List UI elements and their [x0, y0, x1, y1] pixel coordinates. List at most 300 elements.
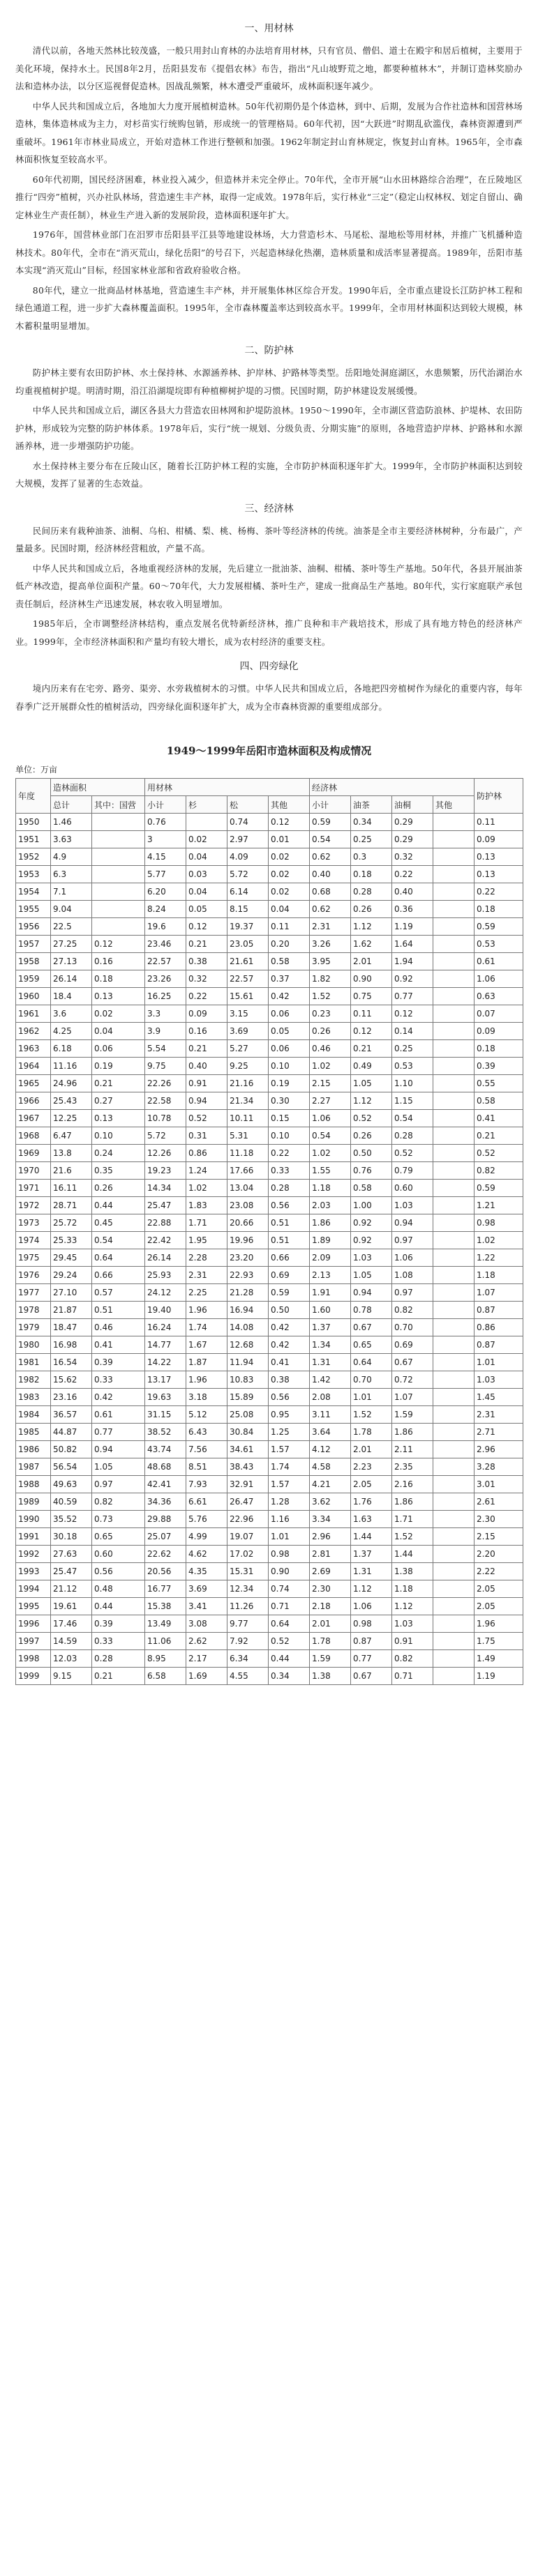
value-cell: 19.37: [227, 918, 269, 936]
value-cell: [433, 1354, 475, 1371]
value-cell: [433, 1058, 475, 1075]
table-row: [16, 1232, 523, 1249]
value-cell: 3.41: [186, 1598, 227, 1615]
value-cell: 1.52: [392, 1528, 433, 1546]
value-cell: 2.96: [310, 1528, 351, 1546]
value-cell: 0.56: [269, 1197, 310, 1214]
table-row: [16, 1197, 523, 1214]
value-cell: 3.01: [475, 1476, 523, 1493]
value-cell: 14.77: [145, 1336, 186, 1354]
value-cell: 15.61: [227, 988, 269, 1005]
value-cell: 3: [145, 831, 186, 848]
year-cell: 1971: [16, 1180, 51, 1197]
value-cell: 0.62: [310, 848, 351, 866]
value-cell: 0.97: [392, 1284, 433, 1302]
value-cell: 3.18: [186, 1389, 227, 1406]
value-cell: 1.31: [351, 1563, 392, 1580]
value-cell: [433, 1633, 475, 1650]
year-cell: 1997: [16, 1633, 51, 1650]
section-heading: 四、四旁绿化: [239, 661, 299, 672]
year-cell: 1972: [16, 1197, 51, 1214]
value-cell: 0.21: [92, 1668, 145, 1685]
value-cell: 2.35: [392, 1458, 433, 1476]
value-cell: [433, 1441, 475, 1458]
value-cell: 3.64: [310, 1424, 351, 1441]
value-cell: 9.25: [227, 1058, 269, 1075]
value-cell: 0.46: [310, 1040, 351, 1058]
header-total: 总计: [51, 796, 92, 814]
value-cell: 1.78: [351, 1424, 392, 1441]
value-cell: 1.74: [269, 1458, 310, 1476]
value-cell: 0.18: [92, 970, 145, 988]
table-row: [16, 901, 523, 918]
table-row: [16, 1493, 523, 1511]
value-cell: [433, 1650, 475, 1668]
value-cell: 0.58: [475, 1092, 523, 1110]
value-cell: 0.59: [310, 814, 351, 831]
year-cell: 1989: [16, 1493, 51, 1511]
value-cell: 0.58: [269, 953, 310, 970]
value-cell: 0.33: [269, 1162, 310, 1180]
value-cell: 0.42: [269, 988, 310, 1005]
value-cell: 0.82: [92, 1493, 145, 1511]
value-cell: 0.02: [92, 1005, 145, 1023]
header-year: 年度: [16, 779, 51, 814]
value-cell: 0.73: [92, 1511, 145, 1528]
value-cell: 2.81: [310, 1546, 351, 1563]
value-cell: 27.13: [51, 953, 92, 970]
value-cell: 2.27: [310, 1092, 351, 1110]
value-cell: 0.04: [186, 883, 227, 901]
value-cell: 6.61: [186, 1493, 227, 1511]
value-cell: 25.07: [145, 1528, 186, 1546]
header-state: 其中：国营: [92, 796, 145, 814]
value-cell: 22.57: [145, 953, 186, 970]
value-cell: 1.12: [392, 1598, 433, 1615]
year-cell: 1957: [16, 936, 51, 953]
value-cell: [433, 1580, 475, 1598]
table-row: [16, 1075, 523, 1092]
value-cell: [433, 883, 475, 901]
table-row: [16, 1406, 523, 1424]
table-row: [16, 883, 523, 901]
value-cell: 3.95: [310, 953, 351, 970]
table-row: [16, 1633, 523, 1650]
paragraph: 水土保持林主要分布在丘陵山区，随着长江防护林工程的实施，全市防护林面积逐年扩大。1999年，全市防护林面积达到较大规模，发挥了显著的生态效益。: [15, 460, 523, 489]
value-cell: 23.05: [227, 936, 269, 953]
value-cell: 1.37: [310, 1319, 351, 1336]
value-cell: 0.53: [392, 1058, 433, 1075]
value-cell: 2.30: [310, 1580, 351, 1598]
value-cell: 3.26: [310, 936, 351, 953]
value-cell: 1.75: [475, 1633, 523, 1650]
table-row: [16, 1458, 523, 1476]
table-row: [16, 814, 523, 831]
value-cell: 13.04: [227, 1180, 269, 1197]
value-cell: [433, 1424, 475, 1441]
header-oil-tea: 油茶: [351, 796, 392, 814]
value-cell: 0.64: [92, 1249, 145, 1267]
value-cell: 2.31: [310, 918, 351, 936]
value-cell: 0.58: [351, 1180, 392, 1197]
value-cell: [433, 1232, 475, 1249]
value-cell: 0.52: [392, 1145, 433, 1162]
value-cell: 3.3: [145, 1005, 186, 1023]
value-cell: 16.54: [51, 1354, 92, 1371]
value-cell: 2.15: [475, 1528, 523, 1546]
value-cell: 22.93: [227, 1267, 269, 1284]
table-row: [16, 1580, 523, 1598]
value-cell: [433, 814, 475, 831]
value-cell: 0.46: [92, 1319, 145, 1336]
value-cell: [433, 1162, 475, 1180]
value-cell: 0.31: [186, 1127, 227, 1145]
value-cell: 1.03: [351, 1249, 392, 1267]
year-cell: 1977: [16, 1284, 51, 1302]
value-cell: 16.24: [145, 1319, 186, 1336]
value-cell: 1.03: [392, 1197, 433, 1214]
value-cell: 29.88: [145, 1511, 186, 1528]
value-cell: 1.63: [351, 1511, 392, 1528]
value-cell: 29.24: [51, 1267, 92, 1284]
value-cell: 1.18: [392, 1580, 433, 1598]
value-cell: 1.69: [186, 1668, 227, 1685]
value-cell: 19.63: [145, 1389, 186, 1406]
value-cell: 18.47: [51, 1319, 92, 1336]
value-cell: 1.67: [186, 1336, 227, 1354]
value-cell: 0.98: [269, 1546, 310, 1563]
year-cell: 1964: [16, 1058, 51, 1075]
value-cell: 0.39: [475, 1058, 523, 1075]
value-cell: 0.56: [92, 1563, 145, 1580]
value-cell: 0.21: [475, 1127, 523, 1145]
value-cell: 1.38: [310, 1668, 351, 1685]
value-cell: 1.06: [475, 970, 523, 988]
year-cell: 1969: [16, 1145, 51, 1162]
value-cell: 1.05: [351, 1267, 392, 1284]
year-cell: 1952: [16, 848, 51, 866]
value-cell: 30.84: [227, 1424, 269, 1441]
table-row: [16, 1511, 523, 1528]
value-cell: 0.67: [351, 1668, 392, 1685]
value-cell: 1.18: [310, 1180, 351, 1197]
text-body: [15, 21, 523, 715]
value-cell: 44.87: [51, 1424, 92, 1441]
value-cell: 20.66: [227, 1214, 269, 1232]
value-cell: 4.62: [186, 1546, 227, 1563]
value-cell: [433, 848, 475, 866]
value-cell: 1.45: [475, 1389, 523, 1406]
value-cell: 0.86: [475, 1319, 523, 1336]
value-cell: 23.46: [145, 936, 186, 953]
value-cell: 0.28: [351, 883, 392, 901]
value-cell: 30.18: [51, 1528, 92, 1546]
value-cell: 5.27: [227, 1040, 269, 1058]
value-cell: 15.62: [51, 1371, 92, 1389]
value-cell: 0.51: [269, 1214, 310, 1232]
value-cell: [433, 1319, 475, 1336]
value-cell: 35.52: [51, 1511, 92, 1528]
table-row: [16, 866, 523, 883]
value-cell: 0.38: [269, 1371, 310, 1389]
value-cell: 0.56: [269, 1389, 310, 1406]
value-cell: 0.06: [269, 1005, 310, 1023]
value-cell: 0.50: [351, 1145, 392, 1162]
year-cell: 1982: [16, 1371, 51, 1389]
value-cell: 0.41: [269, 1354, 310, 1371]
value-cell: [433, 1214, 475, 1232]
value-cell: [433, 1075, 475, 1092]
table-row: [16, 1249, 523, 1267]
value-cell: 1.96: [186, 1371, 227, 1389]
year-cell: 1959: [16, 970, 51, 988]
section-heading: 一、用材林: [244, 23, 294, 34]
value-cell: 42.41: [145, 1476, 186, 1493]
value-cell: 1.25: [269, 1424, 310, 1441]
value-cell: 24.96: [51, 1075, 92, 1092]
value-cell: 0.09: [475, 831, 523, 848]
table-row: [16, 1180, 523, 1197]
value-cell: 0.59: [475, 1180, 523, 1197]
value-cell: 0.3: [351, 848, 392, 866]
year-cell: 1966: [16, 1092, 51, 1110]
table-row: [16, 1336, 523, 1354]
value-cell: 0.10: [92, 1127, 145, 1145]
value-cell: [433, 1563, 475, 1580]
value-cell: 0.61: [475, 953, 523, 970]
value-cell: 21.16: [227, 1075, 269, 1092]
value-cell: 9.04: [51, 901, 92, 918]
value-cell: 21.87: [51, 1302, 92, 1319]
table-row: [16, 1598, 523, 1615]
value-cell: 13.8: [51, 1145, 92, 1162]
value-cell: 8.51: [186, 1458, 227, 1476]
value-cell: 0.42: [92, 1389, 145, 1406]
paragraph: 1976年，国营林业部门在汨罗市岳阳县平江县等地建设林场，大力营造杉木、马尾松、湿地松等用材林，并推广飞机播种造林技术。80年代，全市在“消灭荒山，绿化岳阳”的号召下，兴起造林绿化热潮，造林质量和成活率显著提高。1989年，岳阳市基本实现“消灭荒山”目标，经国家林业部和省政府验收合格。: [15, 229, 523, 275]
value-cell: 0.13: [92, 988, 145, 1005]
value-cell: 2.08: [310, 1389, 351, 1406]
value-cell: 0.30: [269, 1092, 310, 1110]
value-cell: 2.23: [351, 1458, 392, 1476]
year-cell: 1962: [16, 1023, 51, 1040]
value-cell: 1.94: [392, 953, 433, 970]
value-cell: 0.82: [392, 1650, 433, 1668]
value-cell: 0.22: [475, 883, 523, 901]
value-cell: 1.82: [310, 970, 351, 988]
value-cell: 0.82: [475, 1162, 523, 1180]
table-unit: 单位：万亩: [15, 765, 58, 775]
header-timber-other: 其他: [269, 796, 310, 814]
header-row-sub: [16, 796, 523, 814]
value-cell: [433, 1493, 475, 1511]
value-cell: 25.72: [51, 1214, 92, 1232]
year-cell: 1970: [16, 1162, 51, 1180]
value-cell: 2.13: [310, 1267, 351, 1284]
table-title: 1949～1999年岳阳市造林面积及构成情况: [166, 745, 372, 757]
header-fir: 杉: [186, 796, 227, 814]
value-cell: 22.42: [145, 1232, 186, 1249]
header-protective: 防护林: [475, 779, 523, 814]
value-cell: 56.54: [51, 1458, 92, 1476]
value-cell: 26.14: [145, 1249, 186, 1267]
value-cell: 2.69: [310, 1563, 351, 1580]
value-cell: 1.21: [475, 1197, 523, 1214]
value-cell: 0.40: [310, 866, 351, 883]
value-cell: 3.6: [51, 1005, 92, 1023]
value-cell: 1.38: [392, 1563, 433, 1580]
value-cell: 4.99: [186, 1528, 227, 1546]
value-cell: 2.17: [186, 1650, 227, 1668]
value-cell: 0.97: [92, 1476, 145, 1493]
value-cell: 1.06: [392, 1249, 433, 1267]
value-cell: 0.13: [92, 1110, 145, 1127]
value-cell: 14.08: [227, 1319, 269, 1336]
value-cell: 0.90: [351, 970, 392, 988]
value-cell: 5.72: [227, 866, 269, 883]
value-cell: 1.00: [351, 1197, 392, 1214]
value-cell: [186, 814, 227, 831]
value-cell: [92, 918, 145, 936]
year-cell: 1993: [16, 1563, 51, 1580]
value-cell: 0.22: [269, 1145, 310, 1162]
value-cell: 0.92: [392, 970, 433, 988]
header-economic-other: 其他: [433, 796, 475, 814]
paragraph: 中华人民共和国成立后，各地加大力度开展植树造林。50年代初期仍是个体造林，到中、后期，发展为合作社造林和国营林场造林，集体造林成为主力，对杉苗实行统购包销，形成统一的管理格局。60年代初，因“大跃进”时期乱砍滥伐，森林资源遭到严重破坏。1961年市林业局成立，开始对造林工作进行整顿和加强。1962年制定封山育林规定，恢复封山育林。1965年，全市森林面积恢复至较高水平。: [15, 100, 523, 165]
value-cell: 2.01: [351, 1441, 392, 1458]
value-cell: 6.20: [145, 883, 186, 901]
section-heading: 三、经济林: [244, 503, 294, 515]
value-cell: 16.98: [51, 1336, 92, 1354]
value-cell: 1.44: [392, 1546, 433, 1563]
value-cell: 1.07: [475, 1284, 523, 1302]
value-cell: 1.12: [351, 918, 392, 936]
value-cell: 0.12: [269, 814, 310, 831]
year-cell: 1981: [16, 1354, 51, 1371]
value-cell: 1.19: [475, 1668, 523, 1685]
value-cell: 0.57: [92, 1284, 145, 1302]
value-cell: 3.28: [475, 1458, 523, 1476]
value-cell: 19.40: [145, 1302, 186, 1319]
table-row: [16, 1546, 523, 1563]
value-cell: 0.74: [269, 1580, 310, 1598]
value-cell: 0.02: [269, 848, 310, 866]
value-cell: 49.63: [51, 1476, 92, 1493]
value-cell: 0.90: [269, 1563, 310, 1580]
table-row: [16, 988, 523, 1005]
value-cell: [433, 1389, 475, 1406]
value-cell: 16.77: [145, 1580, 186, 1598]
value-cell: 19.61: [51, 1598, 92, 1615]
value-cell: 4.21: [310, 1476, 351, 1493]
value-cell: 0.70: [351, 1371, 392, 1389]
value-cell: 0.04: [269, 901, 310, 918]
year-cell: 1990: [16, 1511, 51, 1528]
table-row: [16, 1284, 523, 1302]
value-cell: 10.78: [145, 1110, 186, 1127]
value-cell: 0.74: [227, 814, 269, 831]
value-cell: 0.02: [269, 866, 310, 883]
value-cell: 0.24: [92, 1145, 145, 1162]
value-cell: 23.16: [51, 1389, 92, 1406]
value-cell: 2.18: [310, 1598, 351, 1615]
year-cell: 1963: [16, 1040, 51, 1058]
value-cell: 5.72: [145, 1127, 186, 1145]
value-cell: [433, 1336, 475, 1354]
value-cell: 38.52: [145, 1424, 186, 1441]
value-cell: [92, 883, 145, 901]
value-cell: 12.25: [51, 1110, 92, 1127]
value-cell: [433, 988, 475, 1005]
value-cell: 0.11: [269, 918, 310, 936]
value-cell: 1.55: [310, 1162, 351, 1180]
value-cell: 0.72: [392, 1371, 433, 1389]
value-cell: [433, 1197, 475, 1214]
value-cell: 1.59: [392, 1406, 433, 1424]
table-row: [16, 1371, 523, 1389]
value-cell: 1.22: [475, 1249, 523, 1267]
header-tung: 油桐: [392, 796, 433, 814]
table-row: [16, 1162, 523, 1180]
value-cell: 0.06: [92, 1040, 145, 1058]
value-cell: 1.24: [186, 1162, 227, 1180]
value-cell: 1.02: [475, 1232, 523, 1249]
value-cell: [433, 1005, 475, 1023]
value-cell: 1.06: [351, 1598, 392, 1615]
value-cell: 25.47: [51, 1563, 92, 1580]
year-cell: 1953: [16, 866, 51, 883]
value-cell: 0.42: [269, 1319, 310, 1336]
value-cell: 2.30: [475, 1511, 523, 1528]
value-cell: [433, 1092, 475, 1110]
value-cell: 22.62: [145, 1546, 186, 1563]
value-cell: 36.57: [51, 1406, 92, 1424]
value-cell: 1.42: [310, 1371, 351, 1389]
value-cell: 0.87: [475, 1336, 523, 1354]
value-cell: 1.02: [310, 1058, 351, 1075]
year-cell: 1992: [16, 1546, 51, 1563]
value-cell: 0.69: [392, 1336, 433, 1354]
value-cell: 0.01: [269, 831, 310, 848]
value-cell: 5.12: [186, 1406, 227, 1424]
value-cell: 1.37: [351, 1546, 392, 1563]
value-cell: 0.51: [269, 1232, 310, 1249]
value-cell: 0.44: [92, 1598, 145, 1615]
value-cell: 5.31: [227, 1127, 269, 1145]
table-body: [16, 814, 523, 1685]
value-cell: 11.18: [227, 1145, 269, 1162]
value-cell: 22.26: [145, 1075, 186, 1092]
value-cell: 10.11: [227, 1110, 269, 1127]
header-economic: 经济林: [310, 779, 475, 796]
value-cell: 0.44: [92, 1197, 145, 1214]
table-row: [16, 1005, 523, 1023]
table-row: [16, 1302, 523, 1319]
table-row: [16, 1615, 523, 1633]
paragraph: 中华人民共和国成立后，湖区各县大力营造农田林网和护堤防浪林。1950～1990年，全市湖区营造防浪林、护堤林、农田防护林，形成较为完整的防护林体系。1978年后，实行“统一规划、分级负责、分期实施”的原则，各地营造护岸林、护路林和水源涵养林，进一步增强防护功能。: [15, 405, 523, 451]
value-cell: 8.95: [145, 1650, 186, 1668]
value-cell: [433, 1040, 475, 1058]
header-economic-subtotal: 小计: [310, 796, 351, 814]
paragraph: 60年代初期，国民经济困难，林业投入减少，但造林并未完全停止。70年代，全市开展“山水田林路综合治理”，在丘陵地区推行“四旁”植树，兴办社队林场，营造速生丰产林，取得一定成效。1978年后，实行林业“三定”（稳定山权林权、划定自留山、确定林业生产责任制），林业生产进入新的发展阶段，造林面积逐年扩大。: [15, 174, 523, 220]
value-cell: 0.49: [351, 1058, 392, 1075]
value-cell: 0.32: [186, 970, 227, 988]
value-cell: 0.04: [92, 1023, 145, 1040]
year-cell: 1984: [16, 1406, 51, 1424]
value-cell: 0.36: [392, 901, 433, 918]
value-cell: 3.69: [186, 1580, 227, 1598]
value-cell: 1.03: [475, 1371, 523, 1389]
table-row: [16, 1476, 523, 1493]
